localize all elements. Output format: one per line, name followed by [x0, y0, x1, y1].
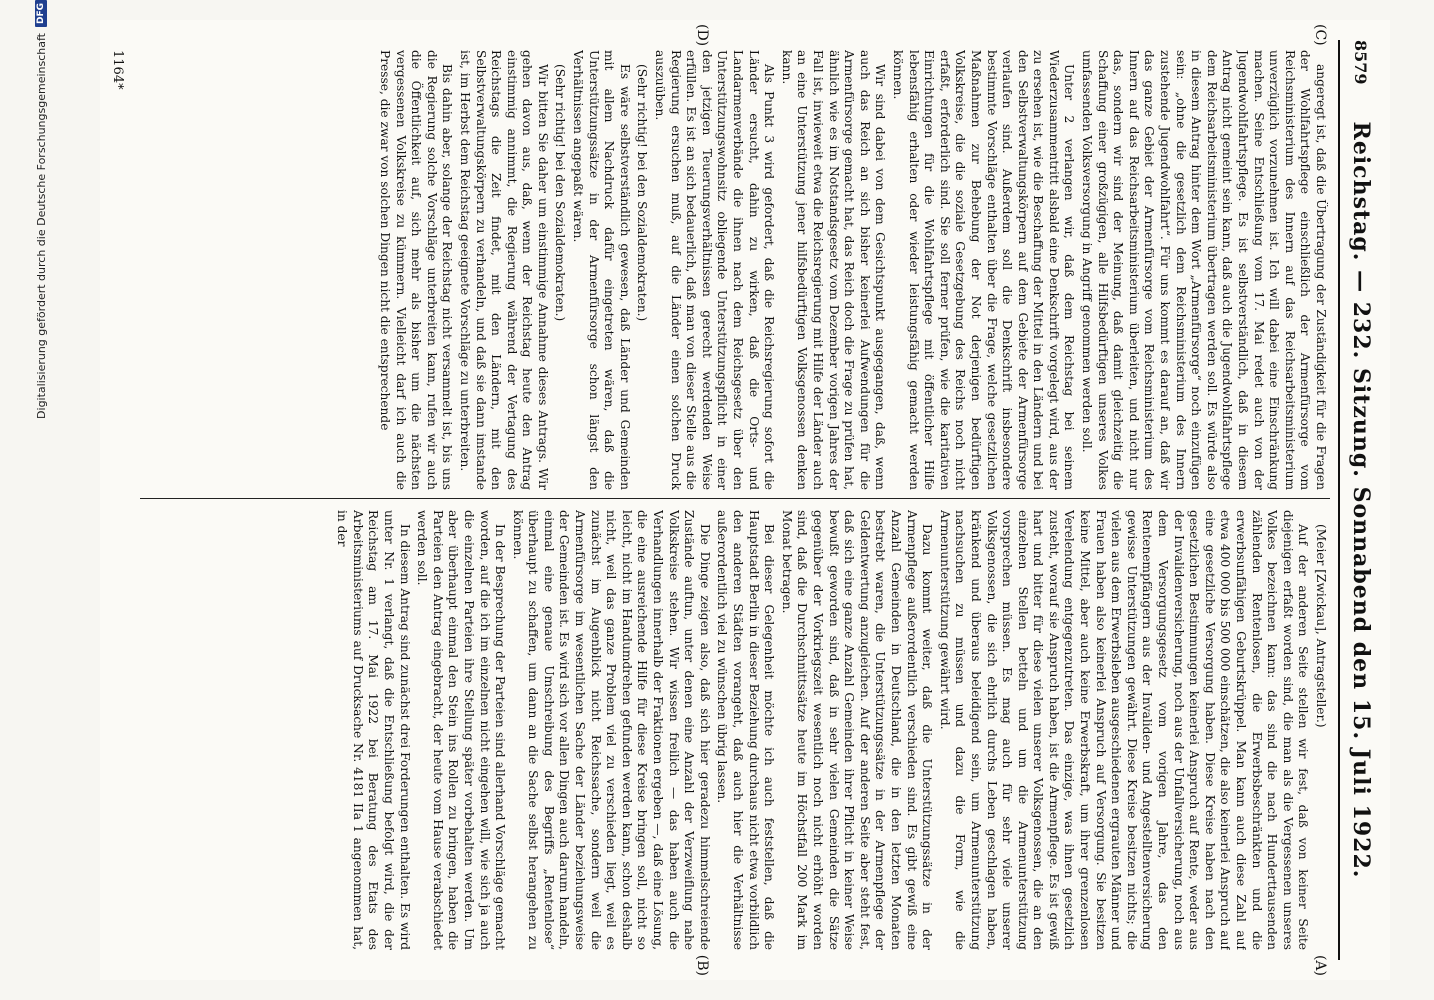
paragraph: Es wäre selbstverständlich gewesen, daß Länder und Gemeinden mit allem Nachdruck dafür eingetreten wären, daß die Unterstützungssätze in der Armenfürsorge schon längst den Verhältnissen angepaßt wären. [571, 50, 632, 490]
text-column-left [140, 50, 1328, 490]
paragraph: Auf der anderen Seite stellen wir fest, daß von keiner Seite diejenigen erfaßt worden sind, die man als die Vergessenen unseres Volkes bezeichnen kann: das sind die nach Hunderttausenden zählenden Rentenlosen, die Erwerbsbeschränkten und die erwerbsunfähigen Geburtskrüppel. Man kann auch diese Zahl auf etwa 400 000 bis 500 000 einschätzen, die also keinerlei Anspruch auf eine gesetzliche Versorgung haben. Diese Kreise haben nach den gesetzlichen Bestimmungen keinerlei Anspruch auf Rente, weder aus der Invalidenversicherung, noch aus der Unfallversicherung, noch aus dem Versorgungsgesetz vom vorigen Jahre, das den Rentenempfängern aus der Invaliden- und Angestelltenversicherung gewisse Unterstützungen gewährt. Diese Kreise besitzen nichts; die vielen aus dem Erwerbsleben ausgeschiedenen ergrauten Männer und Frauen haben also keinerlei Anspruch auf Versorgung. Sie besitzen keine Mittel, aber auch keine Erwerbskraft, um ihrer grenzenlosen Verelendung entgegenzutreten. Das einzige, was ihnen gesetzlich zusteht, worauf sie Anspruch haben, ist die Armenpflege. Es ist gewiß hart und bitter für diese vielen unserer Volksgenossen, die an den einzelnen Stellen betteln und um die Armenunterstützung vorsprechen müssen. Es mag auch für sehr viele unserer Volksgenossen, die sich ehrlich durchs Leben geschlagen haben, kränkend und überaus beleidigend sein, um Armenunterstützung nachsuchen zu müssen und dazu die Form, wie die Armenunterstützung gewährt wird. [937, 510, 1311, 950]
digitization-credit [30, 0, 52, 1000]
paragraph: angeregt ist, daß die Übertragung der Zuständigkeit für die Fragen der Wohlfahrtspflege einschließlich der Armenfürsorge vom Reichsministerium des Innern auf das Reichsarbeitsministerium unverzüglich vorzunehmen ist. Ich will dabei eine Einschränkung machen. Seine Entschließung vom 17. Mai redet auch von der Jugendwohlfahrtspflege. Es ist selbstverständlich, daß in diesem Antrag nicht gemeint sein kann, daß auch die Jugendwohlfahrtspflege dem Reichsarbeitsministerium übertragen werden soll. Es würde also in diesem Antrag hinter dem Wort „Armenfürsorge“ noch einzufügen sein: „ohne die gesetzlich dem Reichsministerium des Innern zustehende Jugendwohlfahrt“. Für uns kommt es darauf an, daß wir das ganze Gebiet der Armenfürsorge vom Reichsministerium des Innern auf das Reichsarbeitsministerium überleiten, und nicht nur das, sondern wir sind der Meinung, daß damit gleichzeitig die Schaffung einer großzügigen, alle Hilfsbedürftigen unseres Volkes umfassenden Volksversorgung in Angriff genommen werden soll. [1080, 50, 1328, 490]
paragraph: Wir sind dabei von dem Gesichtspunkt ausgegangen, daß, wenn auch das Reich an sich bisher keinerlei Aufwendungen für die Armenfürsorge gemacht hat, das Reich doch die Frage zu prüfen hat, ähnlich wie es im Notstandsgesetz vom Dezember vorigen Jahres der Fall ist, inwieweit etwa die Reichsregierung mit Hilfe der Länder auch an eine Unterstützung jener hilfsbedürftigen Volksgenossen denken kann. [779, 50, 888, 490]
paragraph: Bei dieser Gelegenheit möchte ich auch feststellen, daß die Hauptstadt Berlin in dieser Beziehung durchaus nicht etwa vorbildlich den anderen Städten vorangeht, daß auch hier die Verhältnisse außerordentlich viel zu wünschen übrig lassen. [715, 510, 777, 950]
column-divider [140, 498, 1330, 499]
margin-letter-b: (B) [694, 954, 710, 976]
credit-text: Digitalisierung gefördert durch die Deutsche Forschungsgemeinschaft [34, 33, 48, 419]
page-title: Reichstag. — 232. Sitzung. Sonnabend den 15. Juli 1922. [1348, 121, 1374, 879]
speaker-label: (Meier [Zwickau], Antragsteller.) [1314, 524, 1328, 728]
page-header [1338, 40, 1380, 960]
margin-letter-d: (D) [694, 24, 710, 47]
text-column-right [140, 510, 1328, 950]
paragraph: Unter 2 verlangen wir, daß dem Reichstag bei seinem Wiederzusammentritt alsbald eine Denkschrift vorgelegt wird, aus der zu ersehen ist, wie die Beschaffung der Mittel in den Ländern und bei den Selbstverwaltungskörpern auf dem Gebiete der Armenfürsorge verlaufen sind. Außerdem soll die Denkschrift insbesondere bestimmte Vorschläge enthalten über die Frage, welche gesetzlichen Maßnahmen zur Behebung der Not derjenigen bedürftigen Volkskreise, die die soziale Gesetzgebung des Reichs noch nicht erfaßt, erforderlich sind. Sie soll ferner prüfen, wie die karitativen Einrichtungen für die Wohlfahrtspflege mit öffentlicher Hilfe lebensfähig erhalten oder wieder leistungsfähig gemacht werden können. [890, 50, 1077, 490]
margin-letter-a: (A) [1312, 954, 1328, 976]
paragraph: Dazu kommt weiter, daß die Unterstützungssätze in der Armenpflege außerordentlich verschieden sind. Es gibt gewiß eine Anzahl Gemeinden in Deutschland, die in den letzten Monaten bestrebt waren, die Unterstützungssätze in der Armenpflege der Geldentwertung anzugleichen. Auf der anderen Seite aber steht fest, daß sich eine ganze Anzahl Gemeinden ihrer Pflicht in keiner Weise bewußt geworden sind, daß in sehr vielen Gemeinden die Sätze gegenüber der Vorkriegszeit wesentlich noch nicht erhöht worden sind, daß die Durchschnittssätze heute im Höchstfall 200 Mark im Monat betragen. [779, 510, 935, 950]
paragraph: (Sehr richtig! bei den Sozialdemokraten.) [635, 64, 650, 322]
paragraph: Wir bitten Sie daher um einstimmige Annahme dieses Antrags. Wir gehen davon aus, daß, wenn der Reichstag heute den Antrag einstimmig annimmt, die Regierung während der Vertagung des Reichstags die Zeit findet, mit den Ländern, mit den Selbstverwaltungskörpern zu verhandeln, und daß sie dann imstande ist, im Herbst dem Reichstag geeignete Vorschläge zu unterbreiten. [457, 50, 550, 490]
scanned-document [80, 0, 1410, 1000]
margin-letter-c: (C) [1312, 24, 1328, 46]
page-number-left: 8579 [1351, 40, 1370, 85]
dfg-logo: DFG [35, 0, 47, 27]
rotated-page [100, 20, 1390, 980]
paragraph: Als Punkt 3 wird gefordert, daß die Reichsregierung sofort die Länder ersucht, dahin zu wirken, daß die Orts- und Landarmenverbände die ihnen nach dem Reichsgesetz über den Unterstützungswohnsitz obliegende Unterstützungspflicht in einer den jetzigen Teuerungsverhältnissen gerecht werdenden Weise erfüllen. Es ist an sich bedauerlich, daß man von dieser Stelle aus die Regierung ersuchen muß, auf die Länder einen solchen Druck auszuüben. [653, 50, 777, 490]
paragraph: Bis dahin aber, solange der Reichstag nicht versammelt ist, bis uns die Regierung solche Vorschläge unterbreiten kann, rufen wir auch die Öffentlichkeit auf, sich mehr als bisher um die nächsten vergessenen Volkskreise zu kümmern. Vielleicht darf ich auch die Presse, die zwar von solchen Dingen nicht die entsprechende [377, 50, 455, 490]
paragraph: (Sehr richtig! bei den Sozialdemokraten.) [553, 64, 568, 322]
paragraph: Die Dinge zeigen also, daß sich hier geradezu himmelschreiende Zustände auftun, unter denen eine Anzahl der Verzweiflung nahe Volkskreise stehen. Wir wissen freilich — das haben auch die Verhandlungen innerhalb der Fraktionen ergeben —, daß eine Lösung, die eine ausreichende Hilfe für diese Kreise bringen soll, nicht so leicht, nicht im Handumdrehen gefunden werden kann, schon deshalb nicht, weil das ganze Problem viel zu verschieden liegt, weil es zunächst im Augenblick nicht Reichssache, sondern weil die Armenfürsorge im wesentlichen Sache der Länder beziehungsweise der Gemeinden ist. Es wird sich vor allen Dingen auch darum handeln, einmal eine genaue Umschreibung des Begriffs „Rentenlose“ überhaupt zu schaffen, um dann an die Sache selbst herangehen zu können. [510, 510, 712, 950]
paragraph: In diesem Antrag sind zunächst drei Forderungen enthalten. Es wird unter Nr. 1 verlangt, daß die Entschließung befolgt wird, die der Reichstag am 17. Mai 1922 bei Beratung des Etats des Arbeitsministeriums auf Drucksache Nr. 4181 IIa 1 angenommen hat, in der [335, 510, 412, 950]
footer-page-mark: 1164* [110, 50, 125, 90]
paragraph: In der Besprechung der Parteien sind allerhand Vorschläge gemacht worden, auf die ich im einzelnen nicht eingehen will, wie sich ja auch die einzelnen Parteien ihre Stellung später vorbehalten werden. Um aber überhaupt einmal den Stein ins Rollen zu bringen, haben die Parteien den Antrag eingebracht, der heute vom Hause verabschiedet werden soll. [415, 510, 508, 950]
